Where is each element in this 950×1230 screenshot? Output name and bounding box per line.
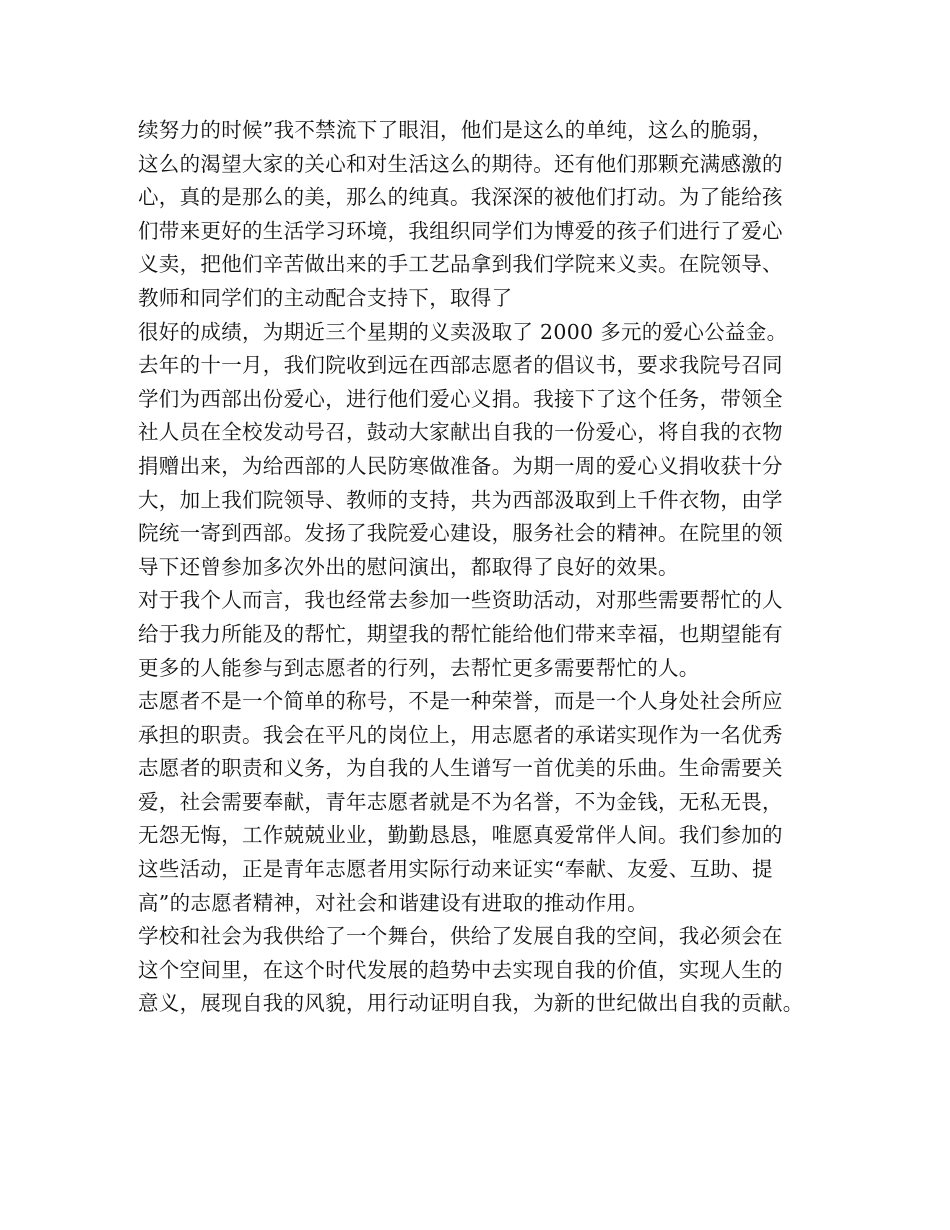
text-line: 导下还曾参加多次外出的慰问演出，都取得了良好的效果。 — [138, 554, 679, 579]
text-line: 这些活动，正是青年志愿者用实际行动来证实“奉献、友爱、互助、提 — [138, 857, 773, 882]
text-line: 教师和同学们的主动配合支持下，取得了 — [138, 285, 513, 310]
text-line: 志愿者不是一个简单的称号，不是一种荣誉，而是一个人身处社会所应 — [138, 689, 783, 714]
text-line: 给于我力所能及的帮忙，期望我的帮忙能给他们带来幸福，也期望能有 — [138, 621, 783, 646]
text-line: 这个空间里，在这个时代发展的趋势中去实现自我的价值，实现人生的 — [138, 957, 783, 982]
text-line: 很好的成绩，为期近三个星期的义卖汲取了 2000 多元的爱心公益金。 — [138, 319, 788, 344]
text-line: 意义，展现自我的风貌，用行动证明自我，为新的世纪做出自我的贡献。 — [138, 991, 804, 1016]
text-line: 们带来更好的生活学习环境，我组织同学们为博爱的孩子们进行了爱心 — [138, 218, 783, 243]
text-line: 学校和社会为我供给了一个舞台，供给了发展自我的空间，我必须会在 — [138, 924, 783, 949]
text-line: 续努力的时候”我不禁流下了眼泪，他们是这么的单纯，这么的脆弱， — [138, 118, 773, 142]
text-line: 爱，社会需要奉献，青年志愿者就是不为名誉，不为金钱，无私无畏， — [138, 789, 783, 814]
text-line: 大，加上我们院领导、教师的支持，共为西部汲取到上千件衣物，由学 — [138, 487, 783, 512]
text-line: 志愿者的职责和义务，为自我的人生谱写一首优美的乐曲。生命需要关 — [138, 756, 783, 781]
text-line: 这么的渴望大家的关心和对生活这么的期待。还有他们那颗充满感激的 — [138, 151, 783, 176]
text-line: 义卖，把他们辛苦做出来的手工艺品拿到我们学院来义卖。在院领导、 — [138, 252, 783, 277]
text-line: 捐赠出来，为给西部的人民防寒做准备。为期一周的爱心义捐收获十分 — [138, 453, 783, 478]
text-line: 对于我个人而言，我也经常去参加一些资助活动，对那些需要帮忙的人 — [138, 588, 783, 613]
text-line: 心，真的是那么的美，那么的纯真。我深深的被他们打动。为了能给孩 — [138, 185, 783, 210]
text-line: 去年的十一月，我们院收到远在西部志愿者的倡议书，要求我院号召同 — [138, 353, 783, 378]
text-line: 院统一寄到西部。发扬了我院爱心建设，服务社会的精神。在院里的领 — [138, 521, 783, 546]
text-line: 学们为西部出份爱心，进行他们爱心义捐。我接下了这个任务，带领全 — [138, 386, 783, 411]
text-line: 承担的职责。我会在平凡的岗位上，用志愿者的承诺实现作为一名优秀 — [138, 722, 783, 747]
text-line: 社人员在全校发动号召，鼓动大家献出自我的一份爱心，将自我的衣物 — [138, 420, 783, 445]
text-line: 无怨无悔，工作兢兢业业，勤勤恳恳，唯愿真爱常伴人间。我们参加的 — [138, 823, 783, 848]
document-body — [138, 114, 838, 1021]
text-line: 高”的志愿者精神，对社会和谐建设有进取的推动作用。 — [138, 890, 648, 915]
text-line: 更多的人能参与到志愿者的行列，去帮忙更多需要帮忙的人。 — [138, 655, 700, 680]
